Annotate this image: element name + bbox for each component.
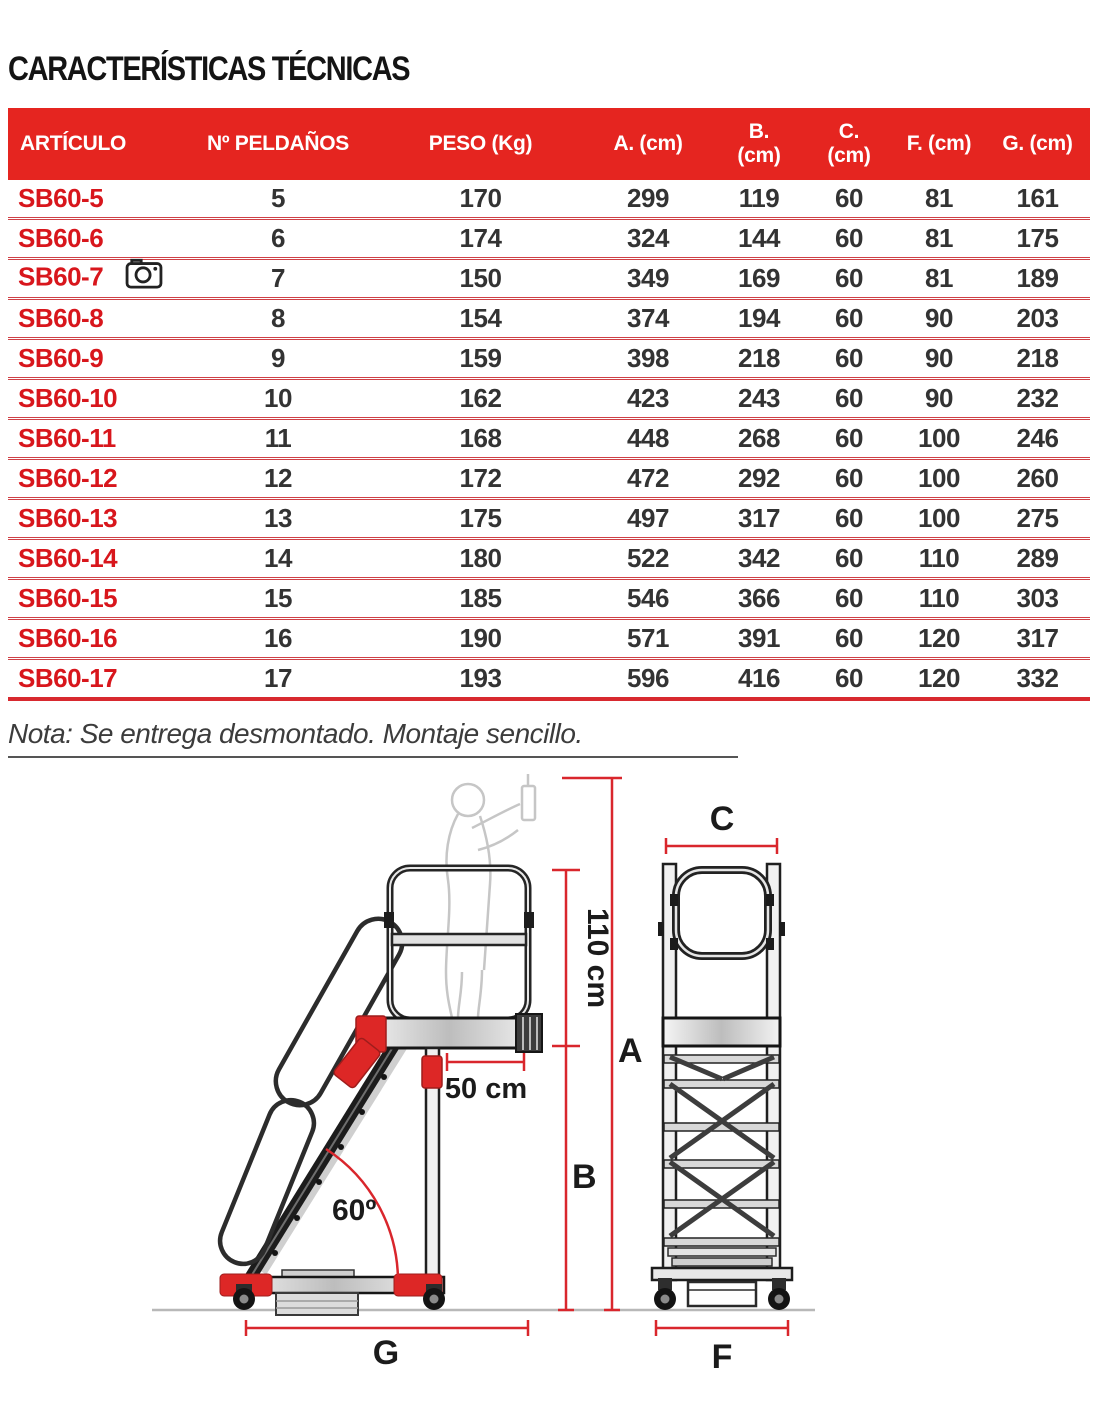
dim-f-value: 120: [893, 619, 985, 659]
platform-height-label: 110 cm: [581, 907, 614, 1009]
dim-b-value: 243: [713, 379, 805, 419]
camera-icon: [125, 257, 163, 296]
dim-a-value: 522: [583, 539, 713, 579]
spec-table: [8, 108, 1090, 701]
dim-a-value: 299: [583, 180, 713, 219]
dim-f-value: 90: [893, 339, 985, 379]
weight-value: 185: [378, 579, 583, 619]
table-row: [8, 659, 1090, 700]
dim-g-value: 175: [985, 219, 1090, 259]
weight-value: 180: [378, 539, 583, 579]
base-frame-side: [220, 1270, 444, 1315]
article-code: SB60-7: [18, 261, 104, 292]
front-view: [652, 800, 792, 1376]
weight-value: 150: [378, 259, 583, 299]
article-code: SB60-8: [18, 303, 104, 333]
dim-b-value: 342: [713, 539, 805, 579]
dim-b-value: 119: [713, 180, 805, 219]
table-row: [8, 499, 1090, 539]
dim-b-value: 268: [713, 419, 805, 459]
platform-depth-label: 50 cm: [444, 1073, 528, 1105]
dim-b-value: 194: [713, 299, 805, 339]
front-guardrail-loop: [670, 870, 774, 956]
article-code: SB60-14: [18, 543, 118, 573]
col-header-a: A. (cm): [583, 108, 713, 180]
col-header-g: G. (cm): [985, 108, 1090, 180]
article-code: SB60-9: [18, 343, 104, 373]
dim-b-value: 144: [713, 219, 805, 259]
base-width-label: F: [711, 1338, 733, 1376]
dim-g-value: 303: [985, 579, 1090, 619]
dim-c-value: 60: [805, 419, 893, 459]
dim-c-value: 60: [805, 259, 893, 299]
dim-a-value: 472: [583, 459, 713, 499]
table-row: [8, 180, 1090, 219]
steps-value: 8: [178, 299, 378, 339]
dim-g-value: 260: [985, 459, 1090, 499]
dim-a-value: 497: [583, 499, 713, 539]
dim-g-value: 332: [985, 659, 1090, 700]
table-row: [8, 219, 1090, 259]
steps-value: 16: [178, 619, 378, 659]
table-row: [8, 619, 1090, 659]
steps-value: 7: [178, 259, 378, 299]
dim-b-value: 391: [713, 619, 805, 659]
dim-g-value: 203: [985, 299, 1090, 339]
dim-g-value: 189: [985, 259, 1090, 299]
table-row: [8, 259, 1090, 299]
weight-value: 168: [378, 419, 583, 459]
dim-c-value: 60: [805, 180, 893, 219]
weight-value: 175: [378, 499, 583, 539]
article-code: SB60-6: [18, 223, 104, 253]
article-code: SB60-15: [18, 583, 118, 613]
dim-b-value: 218: [713, 339, 805, 379]
table-row: [8, 579, 1090, 619]
col-header-c: C. (cm): [805, 108, 893, 180]
under-platform-label: B: [572, 1158, 597, 1196]
steps-value: 15: [178, 579, 378, 619]
dim-f-value: 100: [893, 499, 985, 539]
dim-f-value: 110: [893, 579, 985, 619]
weight-value: 193: [378, 659, 583, 700]
total-height-label: A: [618, 1032, 643, 1070]
base-length-label: G: [372, 1334, 400, 1372]
weight-value: 170: [378, 180, 583, 219]
dim-a-value: 398: [583, 339, 713, 379]
article-code: SB60-17: [18, 663, 118, 693]
table-row: [8, 419, 1090, 459]
col-header-peso: PESO (Kg): [378, 108, 583, 180]
dim-a-value: 374: [583, 299, 713, 339]
table-row: [8, 299, 1090, 339]
article-code: SB60-5: [18, 183, 104, 213]
col-header-f: F. (cm): [893, 108, 985, 180]
dim-g-value: 161: [985, 180, 1090, 219]
steps-value: 9: [178, 339, 378, 379]
dim-g-value: 232: [985, 379, 1090, 419]
dim-c-value: 60: [805, 499, 893, 539]
weight-value: 154: [378, 299, 583, 339]
article-code: SB60-16: [18, 623, 118, 653]
dim-a-value: 546: [583, 579, 713, 619]
table-row: [8, 339, 1090, 379]
dim-f-value: 100: [893, 459, 985, 499]
dim-f-value: 100: [893, 419, 985, 459]
steps-value: 6: [178, 219, 378, 259]
handrail-loops: [213, 910, 411, 1271]
dim-c-value: 60: [805, 299, 893, 339]
weight-value: 162: [378, 379, 583, 419]
steps-value: 10: [178, 379, 378, 419]
dim-c-value: 60: [805, 219, 893, 259]
dim-b-value: 169: [713, 259, 805, 299]
dim-f-value: 81: [893, 259, 985, 299]
article-code: SB60-13: [18, 503, 118, 533]
dim-a-value: 423: [583, 379, 713, 419]
weight-value: 172: [378, 459, 583, 499]
steps-value: 12: [178, 459, 378, 499]
dim-f-value: 90: [893, 299, 985, 339]
dim-c-value: 60: [805, 459, 893, 499]
steps-value: 13: [178, 499, 378, 539]
front-platform: [663, 1018, 780, 1046]
dim-f-value: 81: [893, 180, 985, 219]
top-width-label: C: [709, 800, 735, 838]
weight-value: 190: [378, 619, 583, 659]
dim-f-value: 120: [893, 659, 985, 700]
page-title: CARACTERÍSTICAS TÉCNICAS: [8, 50, 410, 88]
dim-b-value: 416: [713, 659, 805, 700]
dim-b-value: 317: [713, 499, 805, 539]
assembly-note: Nota: Se entrega desmontado. Montaje sencillo.: [8, 718, 738, 758]
steps-value: 14: [178, 539, 378, 579]
dim-a-value: 596: [583, 659, 713, 700]
dim-b-value: 366: [713, 579, 805, 619]
dim-f-value: 81: [893, 219, 985, 259]
technical-drawing: [0, 772, 1100, 1422]
dim-g-value: 218: [985, 339, 1090, 379]
article-code: SB60-12: [18, 463, 118, 493]
col-header-peldanos: Nº PELDAÑOS: [178, 108, 378, 180]
article-code: SB60-10: [18, 383, 118, 413]
table-body: [8, 180, 1090, 699]
dim-c-value: 60: [805, 539, 893, 579]
steps-value: 17: [178, 659, 378, 700]
weight-value: 159: [378, 339, 583, 379]
dim-g-value: 289: [985, 539, 1090, 579]
col-header-b: B. (cm): [713, 108, 805, 180]
dim-g-value: 246: [985, 419, 1090, 459]
dim-c-value: 60: [805, 339, 893, 379]
dim-g-value: 317: [985, 619, 1090, 659]
steps-value: 5: [178, 180, 378, 219]
dim-a-value: 571: [583, 619, 713, 659]
dim-a-value: 448: [583, 419, 713, 459]
table-row: [8, 379, 1090, 419]
table-row: [8, 539, 1090, 579]
dim-a-value: 324: [583, 219, 713, 259]
dim-c-value: 60: [805, 659, 893, 700]
steps-value: 11: [178, 419, 378, 459]
article-code: SB60-11: [18, 423, 116, 453]
dim-b-value: 292: [713, 459, 805, 499]
dim-f-value: 90: [893, 379, 985, 419]
table-row: [8, 459, 1090, 499]
col-header-articulo: ARTÍCULO: [8, 108, 178, 180]
dim-c-value: 60: [805, 379, 893, 419]
dim-c-value: 60: [805, 579, 893, 619]
weight-value: 174: [378, 219, 583, 259]
angle-label: 60º: [332, 1194, 377, 1227]
person-sketch: [446, 774, 535, 1018]
dim-a-value: 349: [583, 259, 713, 299]
dim-f-value: 110: [893, 539, 985, 579]
side-view: [213, 774, 642, 1372]
dim-c-value: 60: [805, 619, 893, 659]
dim-g-value: 275: [985, 499, 1090, 539]
table-header: [8, 108, 1090, 180]
